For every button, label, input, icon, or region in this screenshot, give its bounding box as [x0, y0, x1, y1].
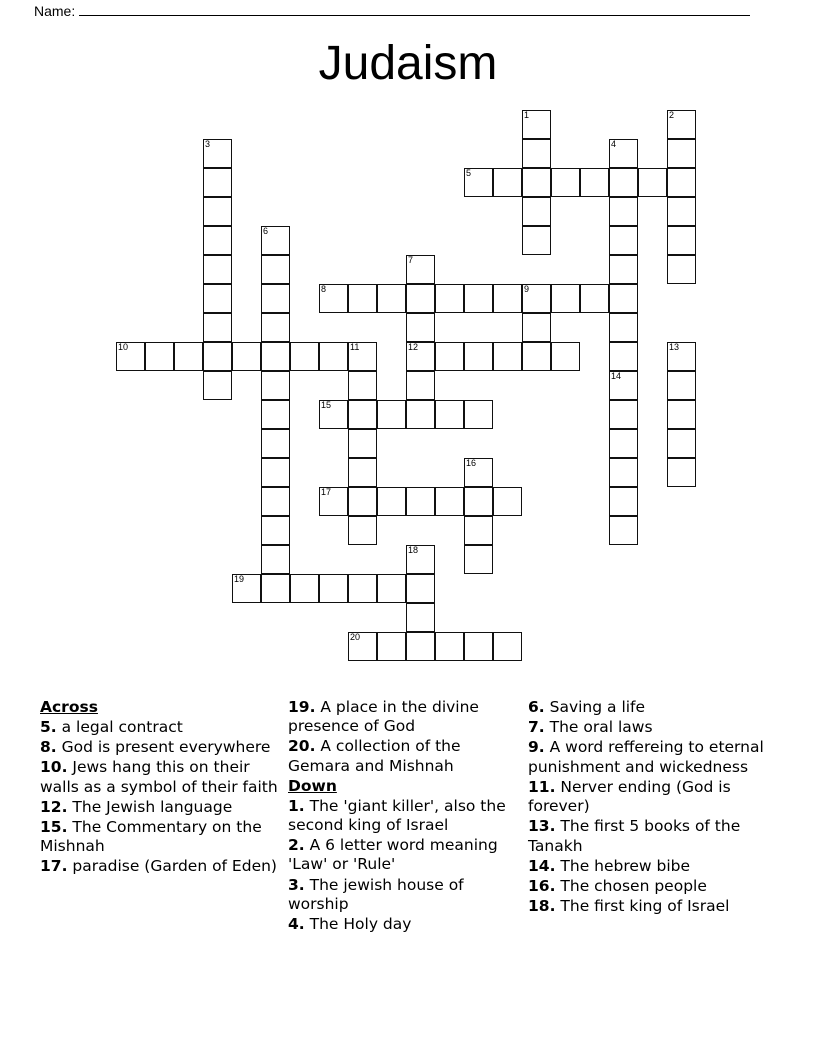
- crossword-cell[interactable]: [464, 516, 493, 545]
- crossword-cell[interactable]: [406, 400, 435, 429]
- crossword-cell[interactable]: [290, 574, 319, 603]
- crossword-cell[interactable]: [261, 284, 290, 313]
- clue-number: 18.: [528, 897, 556, 916]
- clue-number: 7.: [528, 718, 545, 737]
- crossword-cell[interactable]: [522, 226, 551, 255]
- crossword-cell[interactable]: [232, 342, 261, 371]
- crossword-cell[interactable]: [609, 400, 638, 429]
- crossword-cell[interactable]: [667, 458, 696, 487]
- crossword-cell[interactable]: [232, 574, 261, 603]
- crossword-cell[interactable]: [667, 400, 696, 429]
- crossword-cell[interactable]: [522, 139, 551, 168]
- crossword-cell[interactable]: [348, 516, 377, 545]
- crossword-cell[interactable]: [609, 139, 638, 168]
- cell-number: 3: [205, 139, 211, 149]
- crossword-cell[interactable]: [493, 487, 522, 516]
- clue-number: 13.: [528, 817, 556, 836]
- clue-number: 11.: [528, 777, 556, 796]
- crossword-cell[interactable]: [261, 342, 290, 371]
- crossword-cell[interactable]: [667, 255, 696, 284]
- clue-number: 14.: [528, 856, 556, 875]
- crossword-cell[interactable]: [638, 168, 667, 197]
- crossword-cell[interactable]: [377, 284, 406, 313]
- crossword-cell[interactable]: [493, 632, 522, 661]
- crossword-cell[interactable]: [464, 400, 493, 429]
- crossword-cell[interactable]: [522, 313, 551, 342]
- crossword-cell[interactable]: [435, 632, 464, 661]
- cell-number: 11: [350, 342, 360, 352]
- cell-number: 5: [466, 168, 472, 178]
- crossword-cell[interactable]: [522, 110, 551, 139]
- crossword-cell[interactable]: [319, 400, 348, 429]
- name-label: Name:: [34, 3, 76, 19]
- crossword-cell[interactable]: [261, 255, 290, 284]
- crossword-cell[interactable]: [609, 197, 638, 226]
- clues-column-2: [288, 698, 528, 968]
- crossword-cell[interactable]: [406, 313, 435, 342]
- cell-number: 8: [321, 284, 327, 294]
- cell-number: 9: [524, 284, 530, 294]
- clue-number: 6.: [528, 698, 545, 716]
- crossword-cell[interactable]: [348, 429, 377, 458]
- crossword-cell[interactable]: [348, 284, 377, 313]
- clue-down-4: 4. The Holy day: [288, 915, 412, 934]
- crossword-cell[interactable]: [667, 429, 696, 458]
- clue-across-20: 20. A collection of the Gemara and Mishnah: [288, 737, 461, 775]
- clues-column-3: [528, 698, 780, 968]
- crossword-cell[interactable]: [406, 487, 435, 516]
- crossword-cell[interactable]: [116, 342, 145, 371]
- crossword-cell[interactable]: [667, 197, 696, 226]
- crossword-cell[interactable]: [348, 487, 377, 516]
- clue-across-17: 17. paradise (Garden of Eden): [40, 857, 277, 876]
- crossword-cell[interactable]: [261, 313, 290, 342]
- cell-number: 7: [408, 255, 414, 265]
- crossword-cell[interactable]: [406, 545, 435, 574]
- clue-across-10: 10. Jews hang this on their walls as a symbol of their faith: [40, 758, 278, 796]
- crossword-cell[interactable]: [667, 110, 696, 139]
- clue-down-11: 11. Nerver ending (God is forever): [528, 777, 731, 816]
- crossword-cell[interactable]: [261, 574, 290, 603]
- clue-across-8: 8. God is present everywhere: [40, 738, 271, 757]
- crossword-cell[interactable]: [580, 284, 609, 313]
- cell-number: 10: [118, 342, 129, 352]
- clue-number: 8.: [40, 738, 57, 757]
- crossword-cell[interactable]: [261, 226, 290, 255]
- clue-across-15: 15. The Commentary on the Mishnah: [40, 818, 262, 856]
- crossword-cell[interactable]: [464, 545, 493, 574]
- clue-down-7: 7. The oral laws: [528, 718, 653, 737]
- page-title: Judaism: [318, 37, 498, 90]
- crossword-cell[interactable]: [522, 342, 551, 371]
- clue-number: 15.: [40, 818, 68, 836]
- across-heading: Across: [40, 698, 98, 716]
- crossword-cell[interactable]: [203, 313, 232, 342]
- clue-number: 16.: [528, 876, 556, 895]
- crossword-cell[interactable]: [609, 458, 638, 487]
- crossword-cell[interactable]: [667, 371, 696, 400]
- crossword-cell[interactable]: [435, 284, 464, 313]
- crossword-cell[interactable]: [348, 342, 377, 371]
- crossword-cell[interactable]: [377, 632, 406, 661]
- clue-number: 4.: [288, 915, 305, 934]
- crossword-cell[interactable]: [348, 632, 377, 661]
- crossword-cell[interactable]: [261, 429, 290, 458]
- crossword-cell[interactable]: [609, 168, 638, 197]
- crossword-cell[interactable]: [464, 284, 493, 313]
- cell-number: 2: [669, 110, 675, 120]
- clue-number: 1.: [288, 796, 305, 815]
- crossword-cell[interactable]: [406, 632, 435, 661]
- cell-number: 12: [408, 342, 419, 352]
- crossword-cell[interactable]: [609, 255, 638, 284]
- clue-down-9: 9. A word reffereing to eternal punishment and wickedness: [528, 738, 764, 776]
- crossword-cell[interactable]: [261, 545, 290, 574]
- cell-number: 14: [611, 371, 622, 381]
- crossword-cell[interactable]: [667, 139, 696, 168]
- crossword-cell[interactable]: [348, 371, 377, 400]
- crossword-cell[interactable]: [667, 226, 696, 255]
- crossword-cell[interactable]: [261, 487, 290, 516]
- cell-number: 19: [234, 574, 245, 584]
- crossword-cell[interactable]: [667, 168, 696, 197]
- crossword-cell[interactable]: [609, 284, 638, 313]
- crossword-cell[interactable]: [145, 342, 174, 371]
- crossword-cell[interactable]: [261, 400, 290, 429]
- crossword-cell[interactable]: [667, 342, 696, 371]
- cell-number: 18: [408, 545, 419, 555]
- crossword-cell[interactable]: [203, 284, 232, 313]
- clue-down-6: 6. Saving a life: [528, 698, 646, 716]
- clue-down-18: 18. The first king of Israel: [528, 897, 730, 916]
- cell-number: 13: [669, 342, 680, 352]
- clue-number: 5.: [40, 717, 57, 736]
- crossword-cell[interactable]: [435, 342, 464, 371]
- crossword-cell[interactable]: [609, 313, 638, 342]
- crossword-cell[interactable]: [464, 487, 493, 516]
- clue-number: 17.: [40, 857, 68, 876]
- cell-number: 15: [321, 400, 332, 410]
- crossword-cell[interactable]: [377, 487, 406, 516]
- crossword-cell[interactable]: [464, 632, 493, 661]
- crossword-cell[interactable]: [609, 226, 638, 255]
- crossword-cell[interactable]: [203, 371, 232, 400]
- crossword-cell[interactable]: [290, 342, 319, 371]
- clue-down-1: 1. The 'giant killer', also the second king of Israel: [288, 796, 506, 834]
- clue-number: 10.: [40, 758, 68, 777]
- down-heading: Down: [288, 776, 337, 795]
- crossword-cell[interactable]: [261, 458, 290, 487]
- crossword-cell[interactable]: [203, 139, 232, 168]
- crossword-cell[interactable]: [406, 574, 435, 603]
- crossword-cell[interactable]: [435, 487, 464, 516]
- cell-number: 4: [611, 139, 617, 149]
- crossword-cell[interactable]: [319, 342, 348, 371]
- crossword-cell[interactable]: [174, 342, 203, 371]
- crossword-cell[interactable]: [261, 516, 290, 545]
- crossword-cell[interactable]: [435, 400, 464, 429]
- crossword-cell[interactable]: [319, 574, 348, 603]
- clue-number: 9.: [528, 738, 545, 757]
- crossword-cell[interactable]: [203, 342, 232, 371]
- crossword-cell[interactable]: [609, 487, 638, 516]
- crossword-cell[interactable]: [261, 371, 290, 400]
- crossword-cell[interactable]: [203, 255, 232, 284]
- crossword-cell[interactable]: [319, 284, 348, 313]
- clue-number: 12.: [40, 797, 68, 816]
- clue-number: 3.: [288, 875, 305, 894]
- crossword-cell[interactable]: [406, 603, 435, 632]
- crossword-cell[interactable]: [319, 487, 348, 516]
- crossword-cell[interactable]: [609, 342, 638, 371]
- crossword-cell[interactable]: [203, 226, 232, 255]
- cell-number: 17: [321, 487, 332, 497]
- clue-down-3: 3. The jewish house of worship: [288, 875, 464, 913]
- crossword-cell[interactable]: [377, 574, 406, 603]
- crossword-cell[interactable]: [406, 342, 435, 371]
- clue-across-19: 19. A place in the divine presence of God: [288, 698, 479, 736]
- crossword-cell[interactable]: [551, 342, 580, 371]
- crossword-cell[interactable]: [493, 342, 522, 371]
- clue-across-12: 12. The Jewish language: [40, 797, 233, 816]
- crossword-cell[interactable]: [551, 284, 580, 313]
- crossword-cell[interactable]: [348, 400, 377, 429]
- clue-number: 19.: [288, 698, 316, 716]
- crossword-cell[interactable]: [406, 284, 435, 313]
- clue-down-16: 16. The chosen people: [528, 876, 707, 895]
- crossword-cell[interactable]: [464, 458, 493, 487]
- crossword-cell[interactable]: [609, 516, 638, 545]
- crossword-cell[interactable]: [580, 168, 609, 197]
- clue-across-5: 5. a legal contract: [40, 717, 183, 736]
- crossword-cell[interactable]: [377, 400, 406, 429]
- cell-number: 6: [263, 226, 269, 236]
- clue-down-2: 2. A 6 letter word meaning 'Law' or 'Rule': [288, 836, 498, 874]
- crossword-cell[interactable]: [522, 197, 551, 226]
- crossword-cell[interactable]: [609, 429, 638, 458]
- clue-number: 20.: [288, 737, 316, 756]
- crossword-cell[interactable]: [522, 284, 551, 313]
- cell-number: 16: [466, 458, 477, 468]
- crossword-cell[interactable]: [348, 458, 377, 487]
- clues-section: [40, 698, 780, 968]
- crossword-cell[interactable]: [493, 284, 522, 313]
- crossword-cell[interactable]: [348, 574, 377, 603]
- crossword-cell[interactable]: [551, 168, 580, 197]
- crossword-cell[interactable]: [493, 168, 522, 197]
- clue-down-14: 14. The hebrew bibe: [528, 856, 691, 875]
- crossword-cell[interactable]: [464, 168, 493, 197]
- clue-down-13: 13. The first 5 books of the Tanakh: [528, 817, 741, 855]
- cell-number: 20: [350, 632, 361, 642]
- crossword-cell[interactable]: [406, 255, 435, 284]
- cell-number: 1: [524, 110, 530, 120]
- crossword-cell[interactable]: [522, 168, 551, 197]
- crossword-cell[interactable]: [406, 371, 435, 400]
- clues-column-1: [40, 698, 288, 968]
- crossword-cell[interactable]: [203, 168, 232, 197]
- crossword-cell[interactable]: [464, 342, 493, 371]
- crossword-cell[interactable]: [203, 197, 232, 226]
- crossword-cell[interactable]: [609, 371, 638, 400]
- clue-number: 2.: [288, 836, 305, 855]
